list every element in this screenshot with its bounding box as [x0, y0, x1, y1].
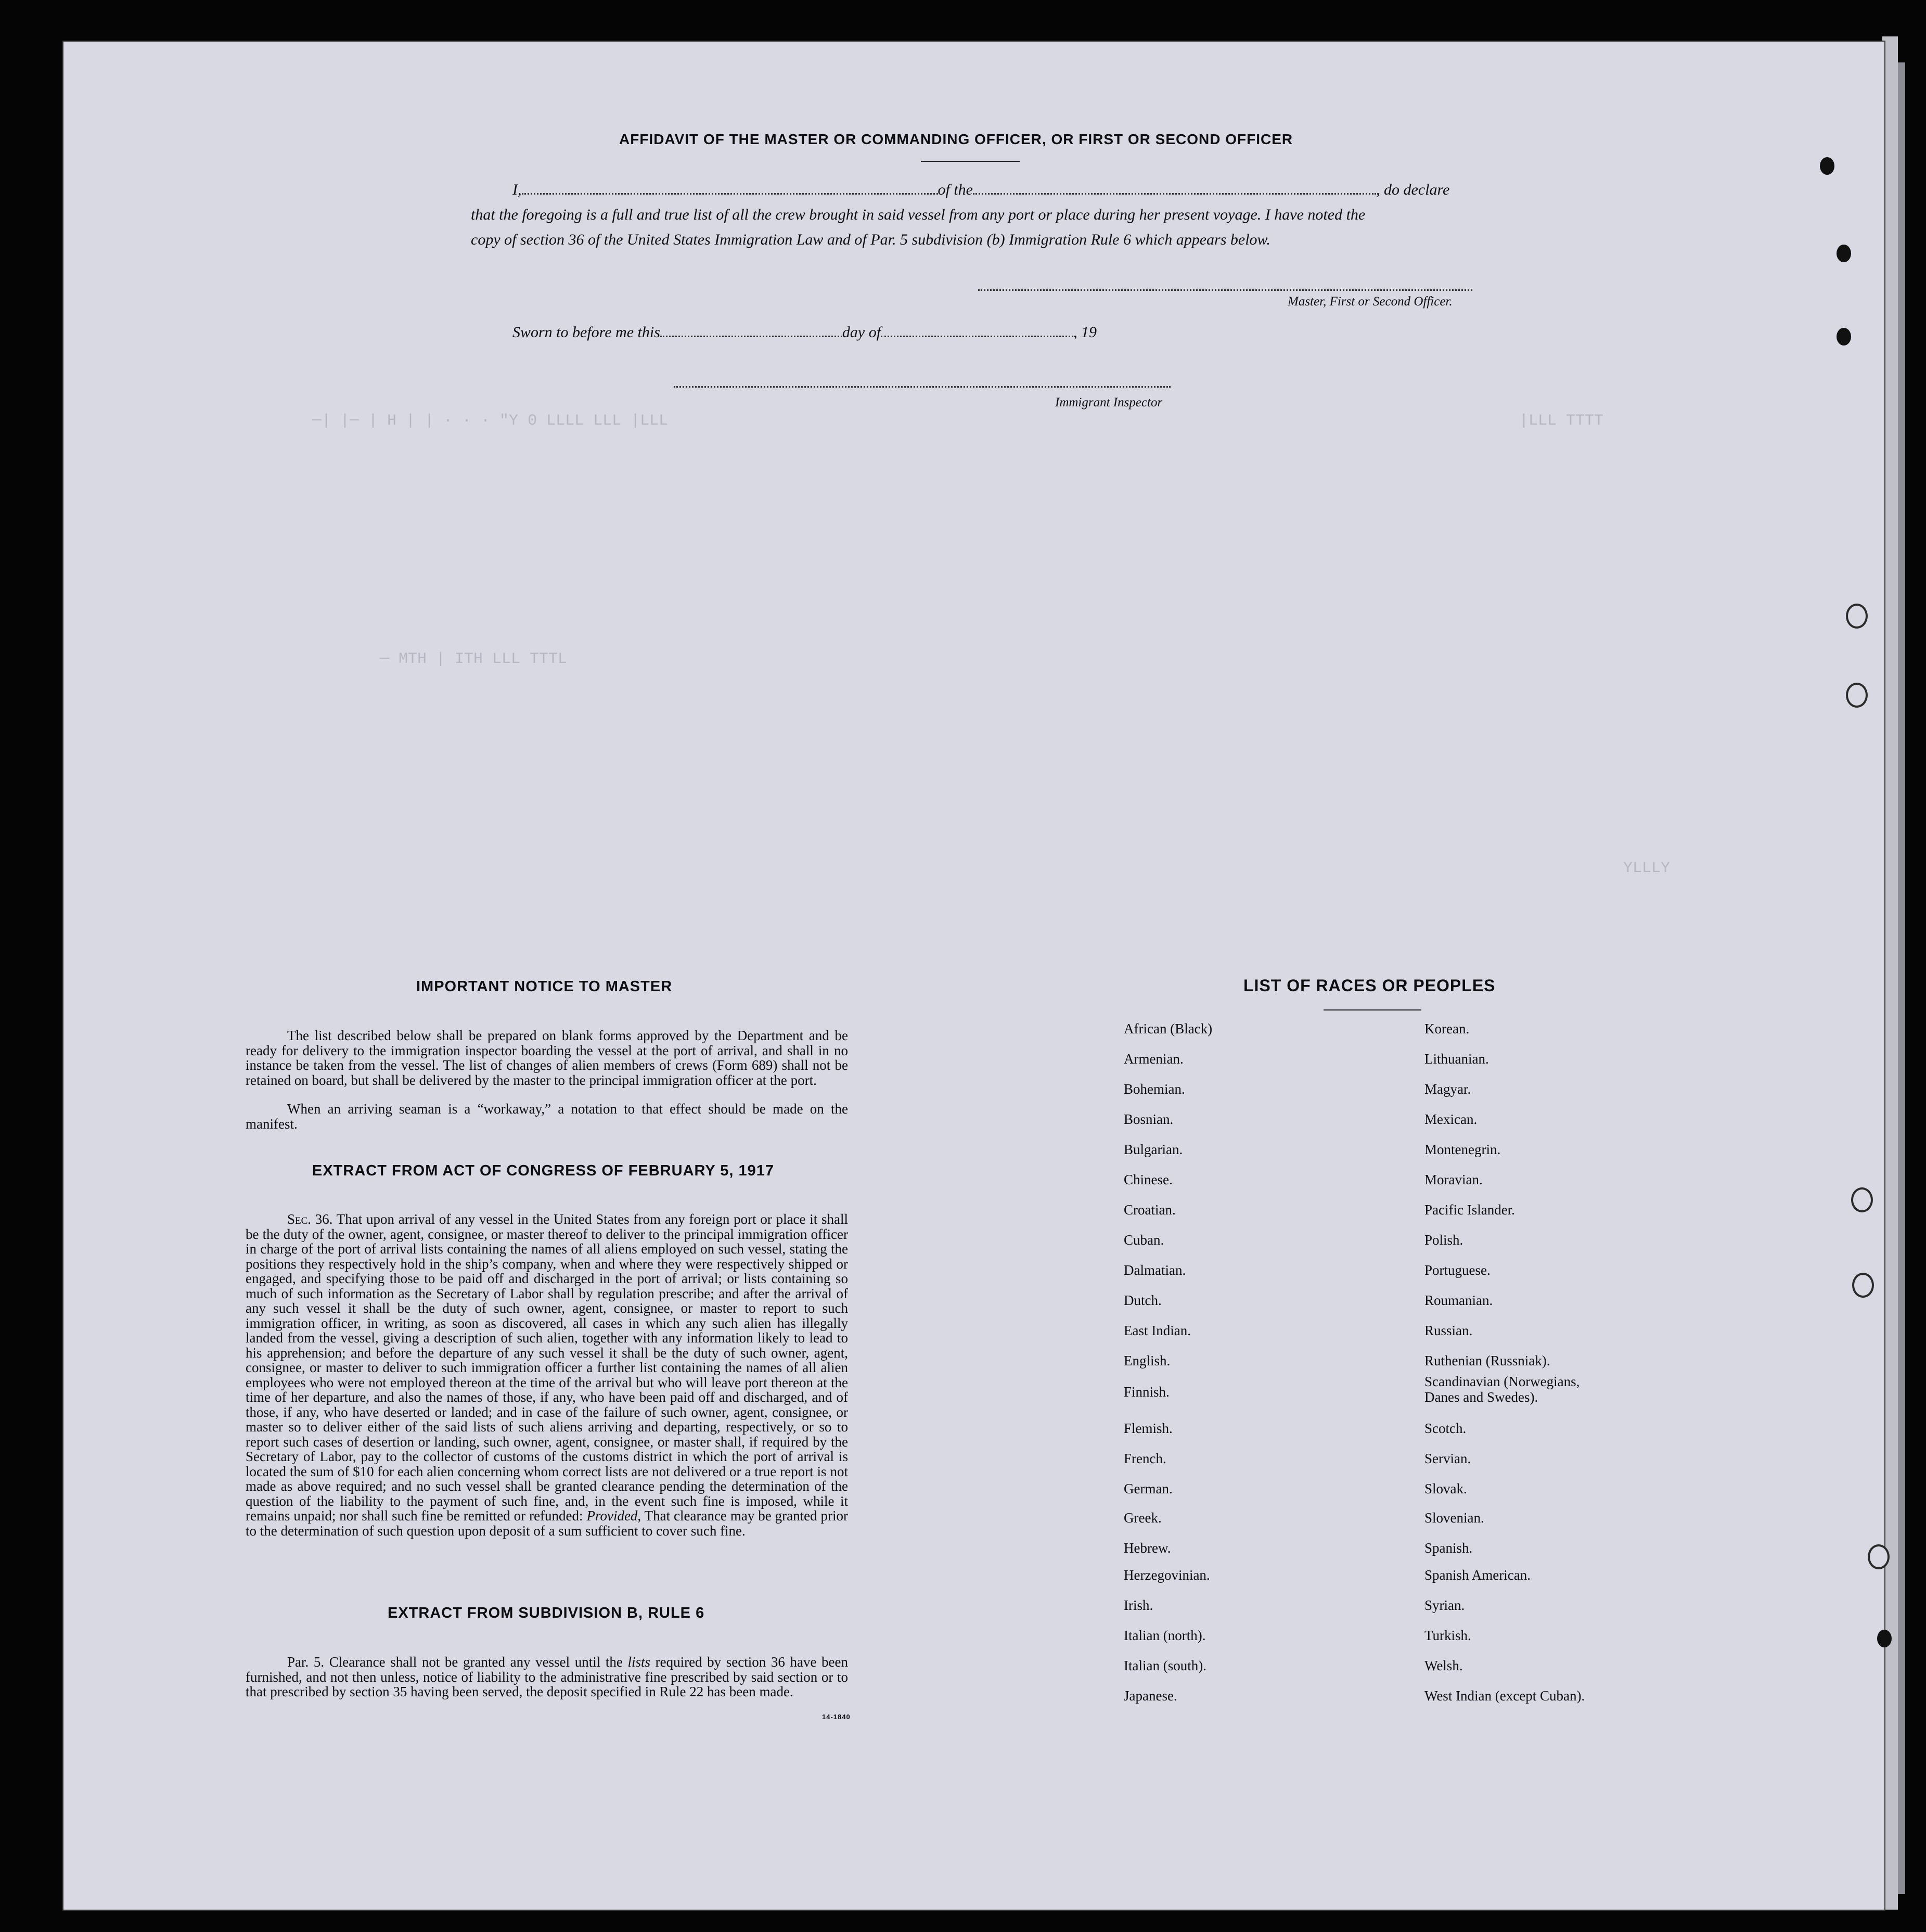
race-item: Dutch. — [1124, 1293, 1162, 1308]
race-item: Greek. — [1124, 1510, 1162, 1526]
race-item: Welsh. — [1424, 1658, 1463, 1673]
ink-blot — [1820, 157, 1834, 175]
race-item: Dalmatian. — [1124, 1262, 1186, 1278]
race-item: Hebrew. — [1124, 1540, 1171, 1556]
race-item: English. — [1124, 1353, 1171, 1368]
race-item: Pacific Islander. — [1424, 1202, 1515, 1218]
binder-hole — [1846, 604, 1868, 629]
race-item: Finnish. — [1124, 1384, 1170, 1400]
form-number: 14-1840 — [822, 1713, 851, 1721]
ink-blot — [1837, 245, 1851, 262]
vessel-field[interactable] — [973, 193, 1376, 195]
race-item: Chinese. — [1124, 1172, 1173, 1187]
races-title: LIST OF RACES OR PEOPLES — [1243, 976, 1496, 995]
ink-blot — [1877, 1630, 1892, 1647]
race-item: Ruthenian (Russniak). — [1424, 1353, 1550, 1368]
sworn-day-field[interactable] — [660, 336, 842, 337]
signature-line[interactable] — [978, 289, 1472, 291]
affidavit-line-2: that the foregoing is a full and true list of all the crew brought in said vessel from any port or place during her present voyage. I have noted the — [471, 206, 1366, 223]
race-item: Spanish. — [1424, 1540, 1473, 1556]
page-edge-strip — [1882, 36, 1898, 1910]
race-item: German. — [1124, 1481, 1173, 1496]
ink-blot — [1837, 328, 1851, 346]
binder-hole — [1868, 1544, 1890, 1569]
race-item: Portuguese. — [1424, 1262, 1491, 1278]
race-item: Flemish. — [1124, 1421, 1173, 1436]
signature-label: Master, First or Second Officer. — [1288, 295, 1453, 309]
sec-label: Sec. 36. — [287, 1211, 333, 1227]
rule-6-text — [246, 1655, 848, 1699]
race-item: African (Black) — [1124, 1021, 1213, 1037]
race-item: Irish. — [1124, 1597, 1153, 1613]
race-item: Armenian. — [1124, 1051, 1184, 1067]
race-item: Korean. — [1424, 1021, 1470, 1037]
race-item: Croatian. — [1124, 1202, 1176, 1218]
notice-paragraph-1: The list described below shall be prepared on blank forms approved by the Department and be ready for delivery to the immigration inspector boarding the vessel at the port of arrival, and shall in no instance be taken from the vessel. The list of changes of alien members of crews (Form 689) shall not be retained on board, but shall be delivered by the master to the principal immigration officer at the port. — [246, 1028, 848, 1088]
race-item: Montenegrin. — [1424, 1142, 1501, 1157]
year-label: , 19 — [1073, 324, 1097, 341]
section-36-body: That upon arrival of any vessel in the United States from any foreign port or place it shall be the duty of the owner, agent, consignee, or master thereof to deliver to the principal immigration officer in charge of the port of arrival lists containing the names of all aliens employed on such vessel, stating the positions they respectively hold in the ship’s company, when and where they were respectively shipped or engaged, and specifying those to be paid off and discharged in the port of arrival; or lists containing so much of such information as the Secretary of Labor shall by regulation prescribe; and after the arrival of any such vessel it shall be the duty of such owner, agent, consignee, or master to report to such immigration officer, in writing, as soon as discovered, all cases in which any such alien has illegally landed from the vessel, giving a description of such alien, together with any information likely to lead to his apprehension; and before the departure of any such vessel it shall be the duty of such owner, agent, consignee, or master to deliver to such immigration officer a further list containing the names of all alien employees who were not employed thereon at the time of the arrival but who will leave port thereon at the time of her departure, and also the names of those, if any, who have been paid off and discharged, and of those, if any, who have deserted or landed; and in case of the failure of such owner, agent, consignee, or master so to deliver either of the said lists of such aliens arriving and departing, respectively, or so to report such cases of desertion or landing, such owner, agent, consignee, or master shall, if required by the Secretary of Labor, pay to the collector of customs of the customs district in which the port of arrival is located the sum of $10 for each alien concerning whom correct lists are not delivered or a true report is not made as above required; and no such vessel shall be granted clearance pending the determination of the question of the liability to the payment of such fine, and, in the event such fine is imposed, while it remains unpaid; nor shall such fine be remitted or refunded: — [246, 1211, 848, 1524]
race-item: Syrian. — [1424, 1597, 1465, 1613]
extract-act-title: EXTRACT FROM ACT OF CONGRESS OF FEBRUARY 5, 1917 — [312, 1162, 775, 1179]
inspector-signature-line[interactable] — [674, 386, 1171, 388]
affidavit-title: AFFIDAVIT OF THE MASTER OR COMMANDING OFFICER, OR FIRST OR SECOND OFFICER — [619, 131, 1293, 147]
race-item: Slovak. — [1424, 1481, 1467, 1496]
bleed-through-marks: YLLLY — [1623, 860, 1671, 877]
race-item: Mexican. — [1424, 1111, 1478, 1127]
race-item: Lithuanian. — [1424, 1051, 1489, 1067]
provided-label: Provided, — [586, 1508, 641, 1524]
race-item: West Indian (except Cuban). — [1424, 1688, 1585, 1704]
lists-word: lists — [627, 1654, 650, 1670]
race-item: Bosnian. — [1124, 1111, 1174, 1127]
binder-hole — [1851, 1187, 1873, 1212]
race-item: Moravian. — [1424, 1172, 1483, 1187]
race-item: Turkish. — [1424, 1628, 1471, 1643]
binder-hole — [1852, 1273, 1874, 1298]
notice-title: IMPORTANT NOTICE TO MASTER — [416, 978, 673, 995]
race-item: Russian. — [1424, 1323, 1473, 1338]
section-36-proviso: That clearance may be granted prior to the determination of such question upon deposit of a sum sufficient to cover such fine. — [246, 1508, 848, 1539]
bleed-through-marks: ─ MTH | ITH LLL TTTL — [380, 650, 568, 668]
do-declare-label: , do declare — [1376, 181, 1450, 198]
race-item: Slovenian. — [1424, 1510, 1484, 1526]
document-page — [63, 42, 1884, 1910]
race-item: Spanish American. — [1424, 1567, 1531, 1583]
races-title-underline — [1324, 1009, 1421, 1010]
race-item: Scotch. — [1424, 1421, 1467, 1436]
race-item: Servian. — [1424, 1451, 1471, 1466]
section-36-text — [246, 1212, 848, 1538]
title-underline — [921, 161, 1020, 162]
affidavit-line-1 — [512, 181, 1449, 199]
race-item: Bohemian. — [1124, 1081, 1185, 1097]
race-item: Italian (south). — [1124, 1658, 1206, 1673]
extract-rule-title: EXTRACT FROM SUBDIVISION B, RULE 6 — [388, 1605, 705, 1621]
page-edge-shadow — [1898, 62, 1905, 1894]
rule-6-text-a: Par. 5. Clearance shall not be granted any vessel until the — [287, 1654, 623, 1670]
race-item: French. — [1124, 1451, 1166, 1466]
day-of-label: day of — [842, 324, 881, 341]
race-item: Cuban. — [1124, 1232, 1164, 1248]
rule-6-text-b: required by section 36 have been furnished, and not then unless, notice of liability to the administrative fine prescribed by said section or to that prescribed by section 35 having been served, the deposit specified in Rule 22 has been made. — [246, 1654, 848, 1699]
of-the-label: of the — [938, 181, 973, 198]
race-item: Herzegovinian. — [1124, 1567, 1210, 1583]
notice-paragraph-2: When an arriving seaman is a “workaway,” a notation to that effect should be made on the manifest. — [246, 1101, 848, 1132]
sworn-label: Sworn to before me this — [512, 324, 660, 341]
i-label: I, — [512, 181, 522, 198]
race-item: Japanese. — [1124, 1688, 1177, 1704]
bleed-through-marks: ─| |─ | H | | · · · "Y 0 LLLL LLL |LLL — [312, 412, 669, 430]
race-item: Italian (north). — [1124, 1628, 1206, 1643]
race-item: Polish. — [1424, 1232, 1463, 1248]
affidavit-line-3: copy of section 36 of the United States Immigration Law and of Par. 5 subdivision (b) Immigration Rule 6 which appears below. — [471, 231, 1270, 248]
race-item: Scandinavian (Norwegians, — [1424, 1374, 1580, 1389]
race-item: Bulgarian. — [1124, 1142, 1183, 1157]
race-item: Roumanian. — [1424, 1293, 1493, 1308]
race-item: Magyar. — [1424, 1081, 1471, 1097]
bleed-through-marks: |LLL TTTT — [1519, 412, 1604, 430]
race-item: Danes and Swedes). — [1424, 1389, 1538, 1405]
race-item: East Indian. — [1124, 1323, 1191, 1338]
binder-hole — [1846, 683, 1868, 708]
inspector-label: Immigrant Inspector — [1055, 395, 1163, 410]
sworn-line — [512, 324, 1097, 341]
sworn-month-field[interactable] — [881, 336, 1073, 337]
name-field[interactable] — [522, 193, 938, 195]
